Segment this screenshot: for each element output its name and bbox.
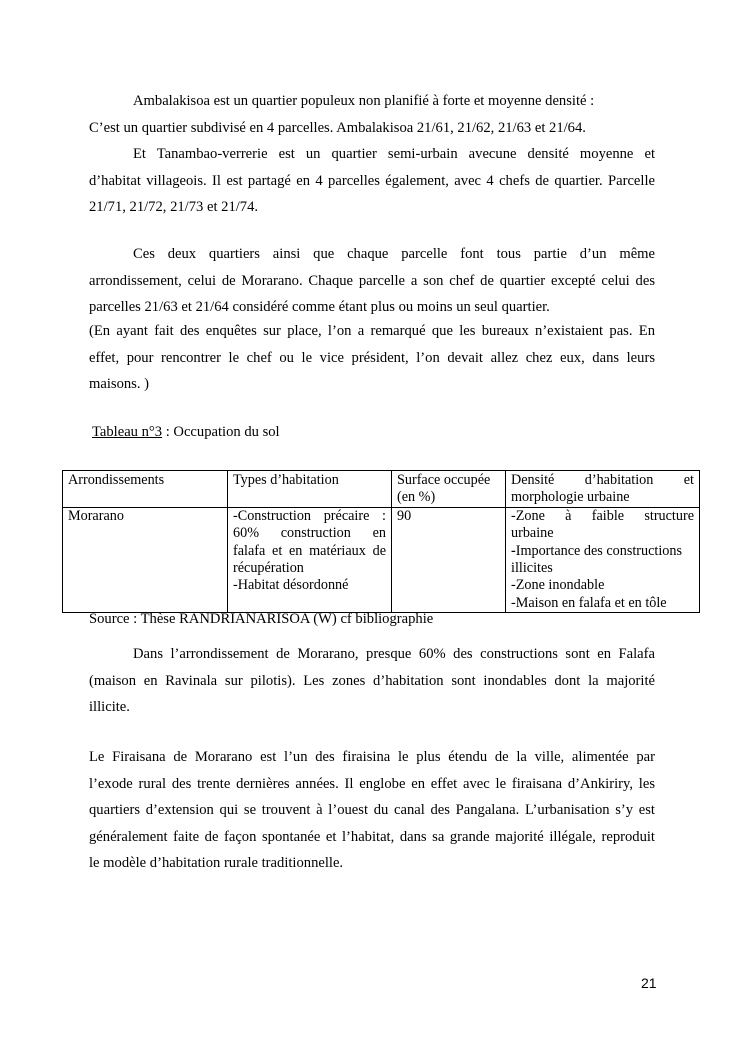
header-text: Arrondissements [68,472,165,488]
cell-text: Morarano [68,507,124,524]
header-text: Types d’habitation [233,472,339,488]
cell-text: -Zone à faible structure [511,507,694,524]
text-line: le modèle d’habitation rurale traditionnelle. [89,855,344,871]
text-line: C’est un quartier subdivisé en 4 parcelles. Ambalakisoa 21/61, 21/62, 21/63 et 21/64. [89,119,586,136]
text-line: Ces deux quartiers ainsi que chaque parcelle font tous partie d’un même [133,246,655,262]
text-line: l’exode rural des trente dernières années. Il englobe en effet avec le firaisana d’Ankiriry, les [89,775,655,792]
text-line: 21/71, 21/72, 21/73 et 21/74. [89,199,259,215]
table-header-row [63,471,700,508]
text-line: généralement faite de façon spontanée et l’habitat, dans sa grande majorité illégale, reproduit [89,828,655,845]
paragraph-constructions [89,641,655,721]
cell-text: 90 [397,507,412,524]
text-line: Ambalakisoa est un quartier populeux non planifié à forte et moyenne densité : [133,93,595,109]
text-line: (En ayant fait des enquêtes sur place, l’on a remarqué que les bureaux n’existaient pas. En [89,323,655,339]
paragraph-arrondissement [89,241,655,321]
text-line: maisons. ) [89,376,149,392]
text-line: (maison en Ravinala sur pilotis). Les zones d’habitation sont inondables dont la majorité [89,672,655,689]
header-text: morphologie urbaine [511,489,630,506]
paragraph-firaisana [89,744,655,877]
cell-text: Importance des constructions [515,542,682,559]
text-line: effet, pour rencontrer le chef ou le vice président, l’on devait allez chez eux, dans leurs [89,349,655,366]
cell-text: -Maison en falafa et en tôle [511,594,667,611]
cell-densite [506,507,700,612]
header-surface [392,471,506,508]
cell-text: récupération [233,560,304,577]
table-source: Source : Thèse RANDRIANARISOA (W) cf bibliographie [89,611,434,627]
cell-text: -Habitat désordonné [233,577,349,594]
header-densite [506,471,700,508]
cell-text-line [511,543,694,560]
cell-text: -Construction précaire : [233,507,386,524]
header-text: Densité d’habitation et [511,472,694,488]
page-number: 21 [641,975,657,991]
cell-text: -Zone inondable [511,577,605,594]
text-line: quartiers d’extension qui se trouvent à l’ouest du canal des Pangalana. L’urbanisation s’y est [89,802,655,818]
text-line: Dans l’arrondissement de Morarano, presque 60% des constructions sont en Falafa [133,646,655,662]
paragraph-ambalakisoa [89,88,655,141]
table-caption-text: : Occupation du sol [162,424,280,440]
paragraph-tanambao [89,141,655,221]
cell-text: - [511,542,516,559]
text-line: Et Tanambao-verrerie est un quartier semi-urbain avecune densité moyenne et [133,146,655,162]
header-text: (en %) [397,489,436,506]
cell-text: illicites [511,560,553,577]
occupation-table [62,470,700,613]
text-line: parcelles 21/63 et 21/64 considéré comme étant plus ou moins un seul quartier. [89,299,550,315]
cell-types [228,507,392,612]
cell-text: 60% construction en [233,525,386,542]
cell-surface [392,507,506,612]
table-row [63,507,700,612]
text-line: d’habitat villageois. Il est partagé en 4 parcelles également, avec 4 chefs de quartier. Parcelle [89,172,655,189]
paragraph-enquetes [89,318,655,398]
cell-text: falafa et en matériaux de [233,542,386,559]
text-line: illicite. [89,699,130,715]
header-text: Surface occupée [397,472,491,488]
table-caption [92,422,280,442]
text-line: Le Firaisana de Morarano est l’un des firaisina le plus étendu de la ville, alimentée par [89,749,655,765]
header-types [228,471,392,508]
text-line: arrondissement, celui de Morarano. Chaque parcelle a son chef de quartier excepté celui des [89,272,655,289]
header-arrondissements [63,471,228,508]
table-caption-label: Tableau n°3 [92,424,163,440]
cell-arrondissement [63,507,228,612]
cell-text: urbaine [511,525,554,542]
